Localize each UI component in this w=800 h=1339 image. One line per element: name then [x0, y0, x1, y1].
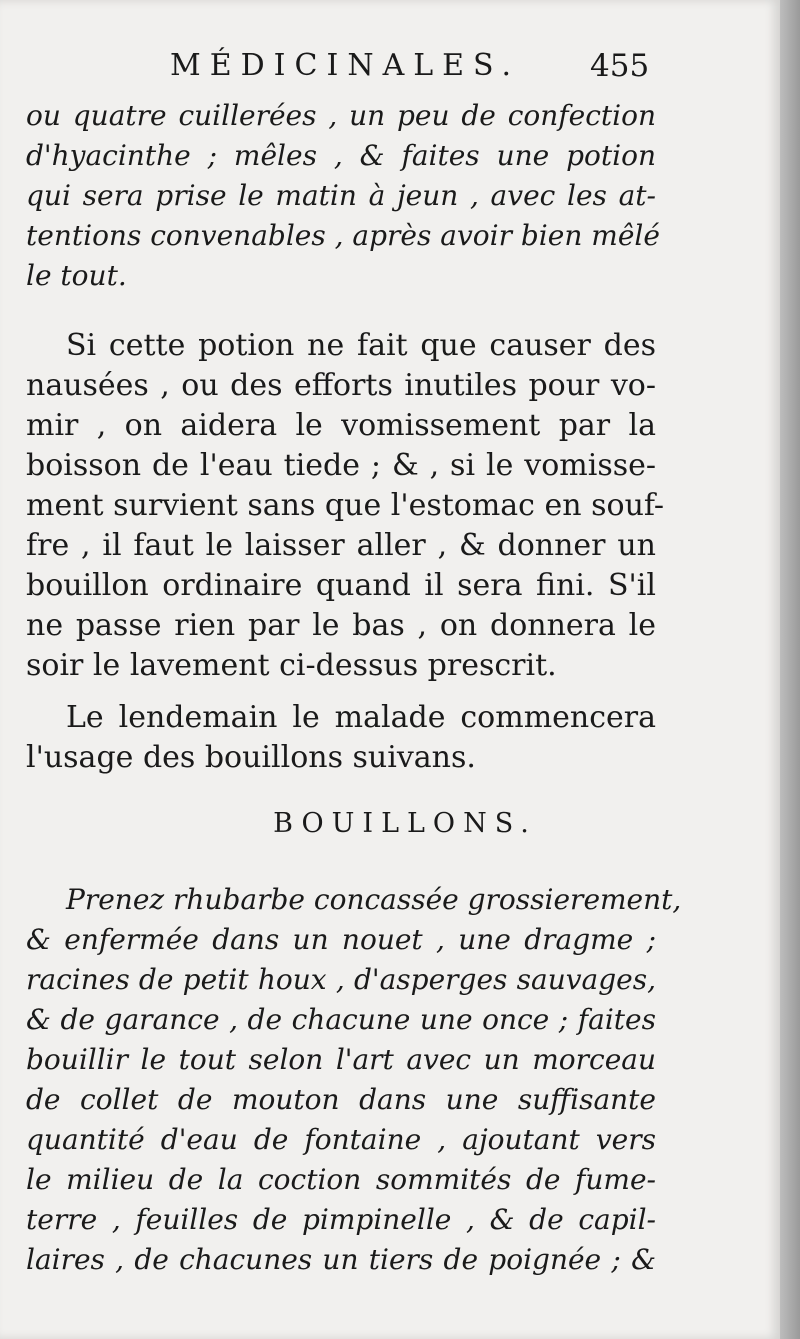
text-line: mir , on aidera le vomissement par la — [26, 408, 656, 443]
text-line: Si cette potion ne fait que causer des — [66, 328, 656, 363]
text-line: l'usage des bouillons suivans. — [26, 740, 476, 775]
text-line: terre , feuilles de pimpinelle , & de capil- — [26, 1203, 656, 1236]
page-number: 455 — [590, 48, 650, 84]
text-line: soir le lavement ci-dessus prescrit. — [26, 648, 557, 683]
running-title: MÉDICINALES. — [170, 48, 521, 83]
text-line: & enfermée dans un nouet , une dragme ; — [26, 923, 656, 956]
text-line: ou quatre cuillerées , un peu de confection — [26, 99, 656, 132]
text-line: Le lendemain le malade commencera — [66, 700, 656, 735]
text-line: laires , de chacunes un tiers de poignée ; & — [26, 1243, 656, 1276]
text-line: quantité d'eau de fontaine , ajoutant vers — [26, 1123, 656, 1156]
text-line: le milieu de la coction sommités de fume- — [26, 1163, 656, 1196]
text-line: tentions convenables , après avoir bien mêlé — [26, 219, 660, 252]
text-line: Prenez rhubarbe concassée grossierement, — [66, 883, 682, 916]
text-line: bouillir le tout selon l'art avec un morceau — [26, 1043, 656, 1076]
text-line: nausées , ou des efforts inutiles pour vo- — [26, 368, 656, 403]
text-line: racines de petit houx , d'asperges sauvages, — [26, 963, 656, 996]
text-line: le tout. — [26, 259, 127, 292]
text-line: de collet de mouton dans une suffisante — [26, 1083, 656, 1116]
text-line: fre , il faut le laisser aller , & donner un — [26, 528, 656, 563]
page-header — [0, 46, 780, 96]
text-line: d'hyacinthe ; mêles , & faites une potion — [26, 139, 656, 172]
paragraph-lendemain — [26, 698, 656, 778]
recipe-bouillons — [26, 880, 682, 1280]
text-line: bouillon ordinaire quand il sera fini. S'il — [26, 568, 656, 603]
page-edge — [780, 0, 800, 1339]
text-line: boisson de l'eau tiede ; & , si le vomisse- — [26, 448, 656, 483]
text-line: & de garance , de chacune une once ; faites — [26, 1003, 656, 1036]
text-line: qui sera prise le matin à jeun , avec les at- — [26, 179, 656, 212]
recipe-continuation — [26, 96, 660, 296]
paragraph-potion — [26, 326, 665, 686]
text-line: ment survient sans que l'estomac en souf- — [26, 488, 665, 523]
section-heading: BOUILLONS. — [273, 808, 537, 839]
text-line: ne passe rien par le bas , on donnera le — [26, 608, 656, 643]
